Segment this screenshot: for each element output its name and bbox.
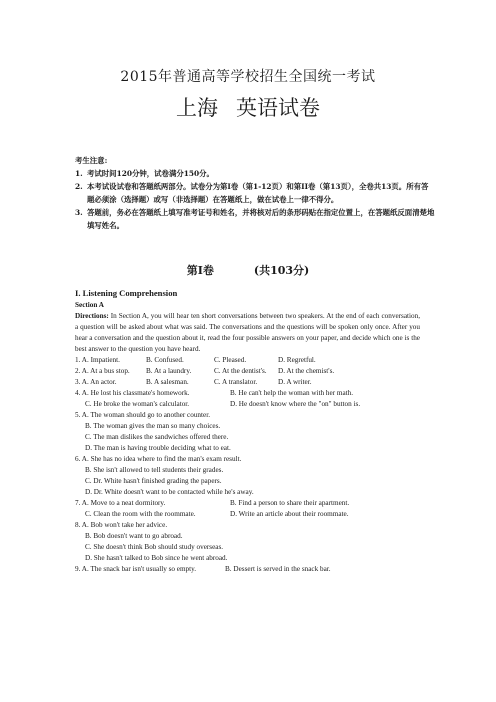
option: C. The man dislikes the sandwiches offered there. (85, 433, 229, 441)
option: B. He can't help the woman with her math. (230, 389, 354, 397)
note-text: 本考试设试卷和答题纸两部分。试卷分为第I卷（第1-12页）和第II卷（第13页），全卷共13页。所有答题必须涂（选择题）或写（非选择题）在答题纸上，做在试卷上一律不得分。 (87, 182, 429, 204)
question-8: 8. A. Bob won't take her advice. (75, 521, 168, 529)
question-2 (75, 366, 420, 377)
option: C. He broke the woman's calculator. (85, 400, 190, 408)
section-label: Section A (75, 301, 104, 309)
subtitle-paper: 英语试卷 (236, 96, 320, 120)
option: D. At the chemist's. (278, 367, 335, 375)
option: 1. A. Impatient. (75, 356, 120, 364)
option: 9. A. The snack bar isn't usually so empty. (75, 565, 197, 573)
directions (75, 311, 420, 355)
directions-label: Directions: (75, 312, 109, 320)
volume-score: (共103分) (253, 264, 310, 277)
note-number: 3. (75, 208, 83, 217)
note-item (75, 167, 435, 180)
exam-title: 2015年普通高等学校招生全国统一考试 (120, 69, 376, 85)
candidate-notes (75, 154, 435, 232)
option: B. Bob doesn't want to go abroad. (85, 532, 183, 540)
option: D. Dr. White doesn't want to be contacted while he's away. (85, 488, 254, 496)
exam-subtitle (0, 92, 496, 122)
question-4-row2 (75, 399, 420, 410)
option: B. At a laundry. (146, 367, 192, 375)
question-4-row1 (75, 388, 420, 399)
question-7-row2 (75, 509, 420, 520)
note-number: 2. (75, 182, 83, 191)
option: 3. A. An actor. (75, 378, 117, 386)
directions-text: In Section A, you will hear ten short conversations between two speakers. At the end of each conversation, a question will be asked about what was said. The conversations and the questions will be spoken only once. After you hear a conversation and the question about it, read the four possible answers on your paper, and decide which one is the best answer to the question you have heard. (75, 312, 420, 353)
option: 4. A. He lost his classmate's homework. (75, 389, 190, 397)
listening-section (75, 288, 420, 575)
option: 7. A. Move to a neat dormitory. (75, 499, 166, 507)
option: C. Dr. White hasn't finished grading the papers. (85, 477, 222, 485)
option: D. A writer. (278, 378, 312, 386)
note-item (75, 180, 435, 206)
option: D. Regretful. (278, 356, 316, 364)
option: C. She doesn't think Bob should study overseas. (85, 543, 224, 551)
option: C. Clean the room with the roommate. (85, 510, 196, 518)
option: D. Write an article about their roommate. (230, 510, 349, 518)
question-9-row1 (75, 564, 420, 575)
option: B. Find a person to share their apartment. (230, 499, 350, 507)
note-item (75, 206, 435, 232)
option: B. A salesman. (146, 378, 189, 386)
option: B. Dessert is served in the snack bar. (225, 565, 331, 573)
option: C. At the dentist's. (214, 367, 267, 375)
question-6: 6. A. She has no idea where to find the man's exam result. (75, 455, 242, 463)
note-text: 答题前，务必在答题纸上填写准考证号和姓名，并将核对后的条形码贴在指定位置上，在答题纸反面清楚地填写姓名。 (87, 208, 435, 230)
volume-label: 第I卷 (186, 264, 214, 277)
option: D. He doesn't know where the "on" button is. (230, 400, 361, 408)
option: D. She hasn't talked to Bob since he went abroad. (85, 554, 228, 562)
question-5: 5. A. The woman should go to another counter. (75, 411, 211, 419)
question-3 (75, 377, 420, 388)
option: D. The man is having trouble deciding what to eat. (85, 444, 231, 452)
option: 2. A. At a bus stop. (75, 367, 130, 375)
option: B. Confused. (146, 356, 184, 364)
subtitle-region: 上海 (176, 96, 218, 120)
question-7-row1 (75, 498, 420, 509)
option: B. She isn't allowed to tell students their grades. (85, 466, 224, 474)
option: C. A translator. (214, 378, 258, 386)
option: B. The woman gives the man so many choices. (85, 422, 221, 430)
notes-heading: 考生注意: (75, 156, 108, 165)
question-1 (75, 355, 420, 366)
note-number: 1. (75, 169, 83, 178)
option: C. Pleased. (214, 356, 247, 364)
volume-title (0, 262, 496, 278)
note-text: 考试时间120分钟，试卷满分150分。 (87, 169, 214, 178)
part-title: I. Listening Comprehension (75, 288, 178, 298)
